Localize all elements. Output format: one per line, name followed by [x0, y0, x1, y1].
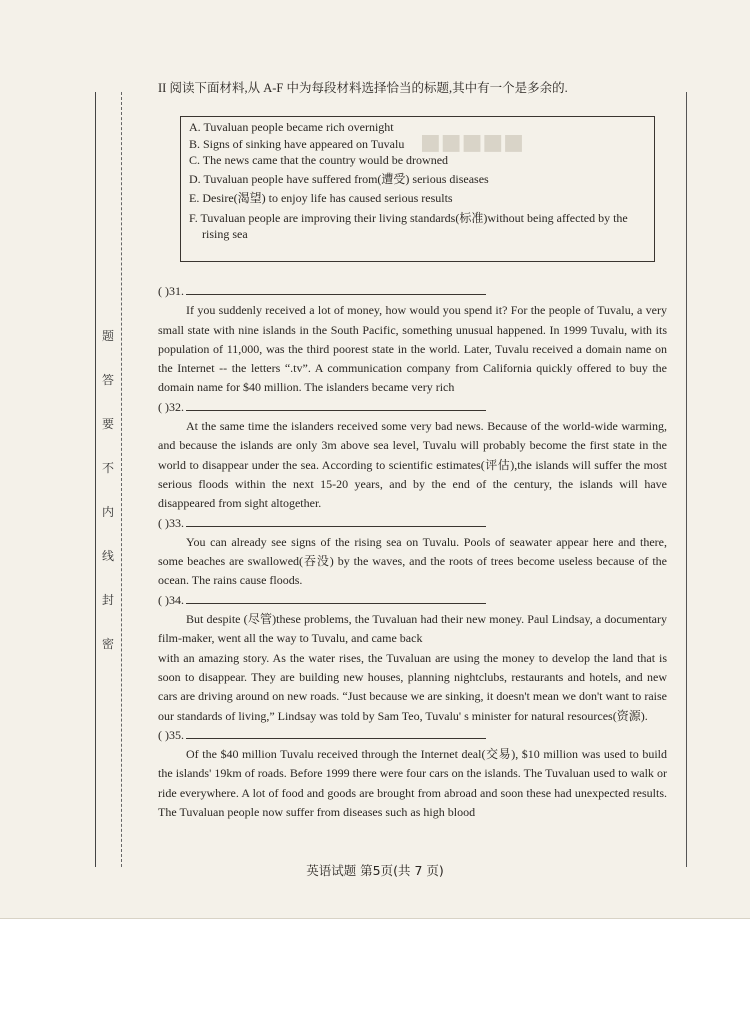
option-d: D. Tuvaluan people have suffered from(遭受) serious diseases	[189, 171, 489, 186]
binding-char: 答	[101, 373, 114, 387]
binding-line-outer	[95, 92, 96, 867]
paragraph-34a: But despite (尽管)these problems, the Tuvaluan had their new money. Paul Lindsay, a documentary film-maker, went all the way to Tuvalu, and came back	[158, 612, 667, 646]
binding-char: 不	[101, 461, 114, 475]
answer-blank-35[interactable]	[186, 726, 486, 739]
question-label: ( )34.	[158, 592, 184, 607]
paragraph-35: Of the $40 million Tuvalu received through the Internet deal(交易), $10 million was used to build the islands' 19km of roads. Before 1999 there were four cars on the islands. The Tuvaluan used to walk or ride everywhere. A lot of food and goods are brought from abroad and soon these had unexpected results. The Tuvaluan people now suffer from diseases such as high blood	[158, 747, 667, 820]
binding-char: 密	[101, 637, 114, 651]
answer-blank-33[interactable]	[186, 514, 486, 527]
question-label: ( )33.	[158, 515, 184, 530]
question-label: ( )31.	[158, 284, 184, 298]
reading-passage	[158, 282, 667, 822]
option-a: A. Tuvaluan people became rich overnight	[189, 120, 394, 134]
question-35-line	[158, 726, 667, 745]
paragraph-32: At the same time the islanders received some very bad news. Because of the world-wide warming, and because the islands are only 3m above sea level, Tuvalu will probably become the first state in the world to disappear under the sea. According to scientific estimates(评估),the islands will suffer the most serious floods within the next 15-20 years, and by the end of the century, the islands will have disappeared from sight altogether.	[158, 419, 667, 511]
option-f: F. Tuvaluan people are improving their living standards(标准)without being affected by the rising sea	[189, 210, 628, 241]
answer-blank-31[interactable]	[186, 282, 486, 295]
options-box	[180, 116, 655, 262]
option-b: B. Signs of sinking have appeared on Tuvalu	[189, 136, 405, 151]
binding-char: 内	[101, 505, 114, 519]
binding-char: 题	[101, 329, 114, 343]
right-margin-line	[686, 92, 687, 867]
paragraph-34b: with an amazing story. As the water rises, the Tuvaluan are using the money to develop the land that is soon to disappear. They are building new houses, planning nightclubs, restaurants and hotels, and new cars are driving around on new roads. “Just because we are sinking, it doesn't mean we don't want to raise our standards of living,” Lindsay was told by Sam Teo, Tuvalu' s minister for natural resources(资源).	[158, 650, 667, 723]
question-31-line	[158, 282, 667, 301]
binding-char: 封	[101, 593, 114, 607]
section-instruction: II 阅读下面材料,从 A-F 中为每段材料选择恰当的标题,其中有一个是多余的.	[158, 81, 568, 95]
answer-blank-32[interactable]	[186, 398, 486, 411]
binding-char: 要	[101, 417, 114, 431]
page-footer: 英语试题 第5页(共 7 页)	[306, 863, 444, 878]
binding-line-inner	[121, 92, 122, 867]
option-c: C. The news came that the country would be drowned	[189, 153, 449, 167]
question-label: ( )35.	[158, 727, 184, 742]
question-33-line	[158, 514, 667, 533]
binding-notice	[98, 330, 118, 682]
question-32-line	[158, 398, 667, 417]
binding-char: 线	[101, 549, 114, 563]
show-through-watermark: ■■■■■	[420, 130, 524, 155]
answer-blank-34[interactable]	[186, 591, 486, 604]
paragraph-33: You can already see signs of the rising sea on Tuvalu. Pools of seawater appear here and there, some beaches are swallowed(吞没) by the waves, and the roots of trees become useless because of the ocean. The rains cause floods.	[158, 534, 667, 588]
question-label: ( )32.	[158, 399, 184, 414]
option-e: E. Desire(渴望) to enjoy life has caused serious results	[189, 191, 453, 205]
paragraph-31: If you suddenly received a lot of money, how would you spend it? For the people of Tuvalu, a very small state with nine islands in the South Pacific, something unusual happened. In 1999 Tuvalu, with its population of 11,000, was the third poorest state in the world. Later, Tuvalu received a domain name on the Internet -- the letters “.tv”. A communication company from California quickly offered to buy the domain name for $40 million. The islanders became very rich	[158, 303, 667, 395]
question-34-line	[158, 591, 667, 610]
